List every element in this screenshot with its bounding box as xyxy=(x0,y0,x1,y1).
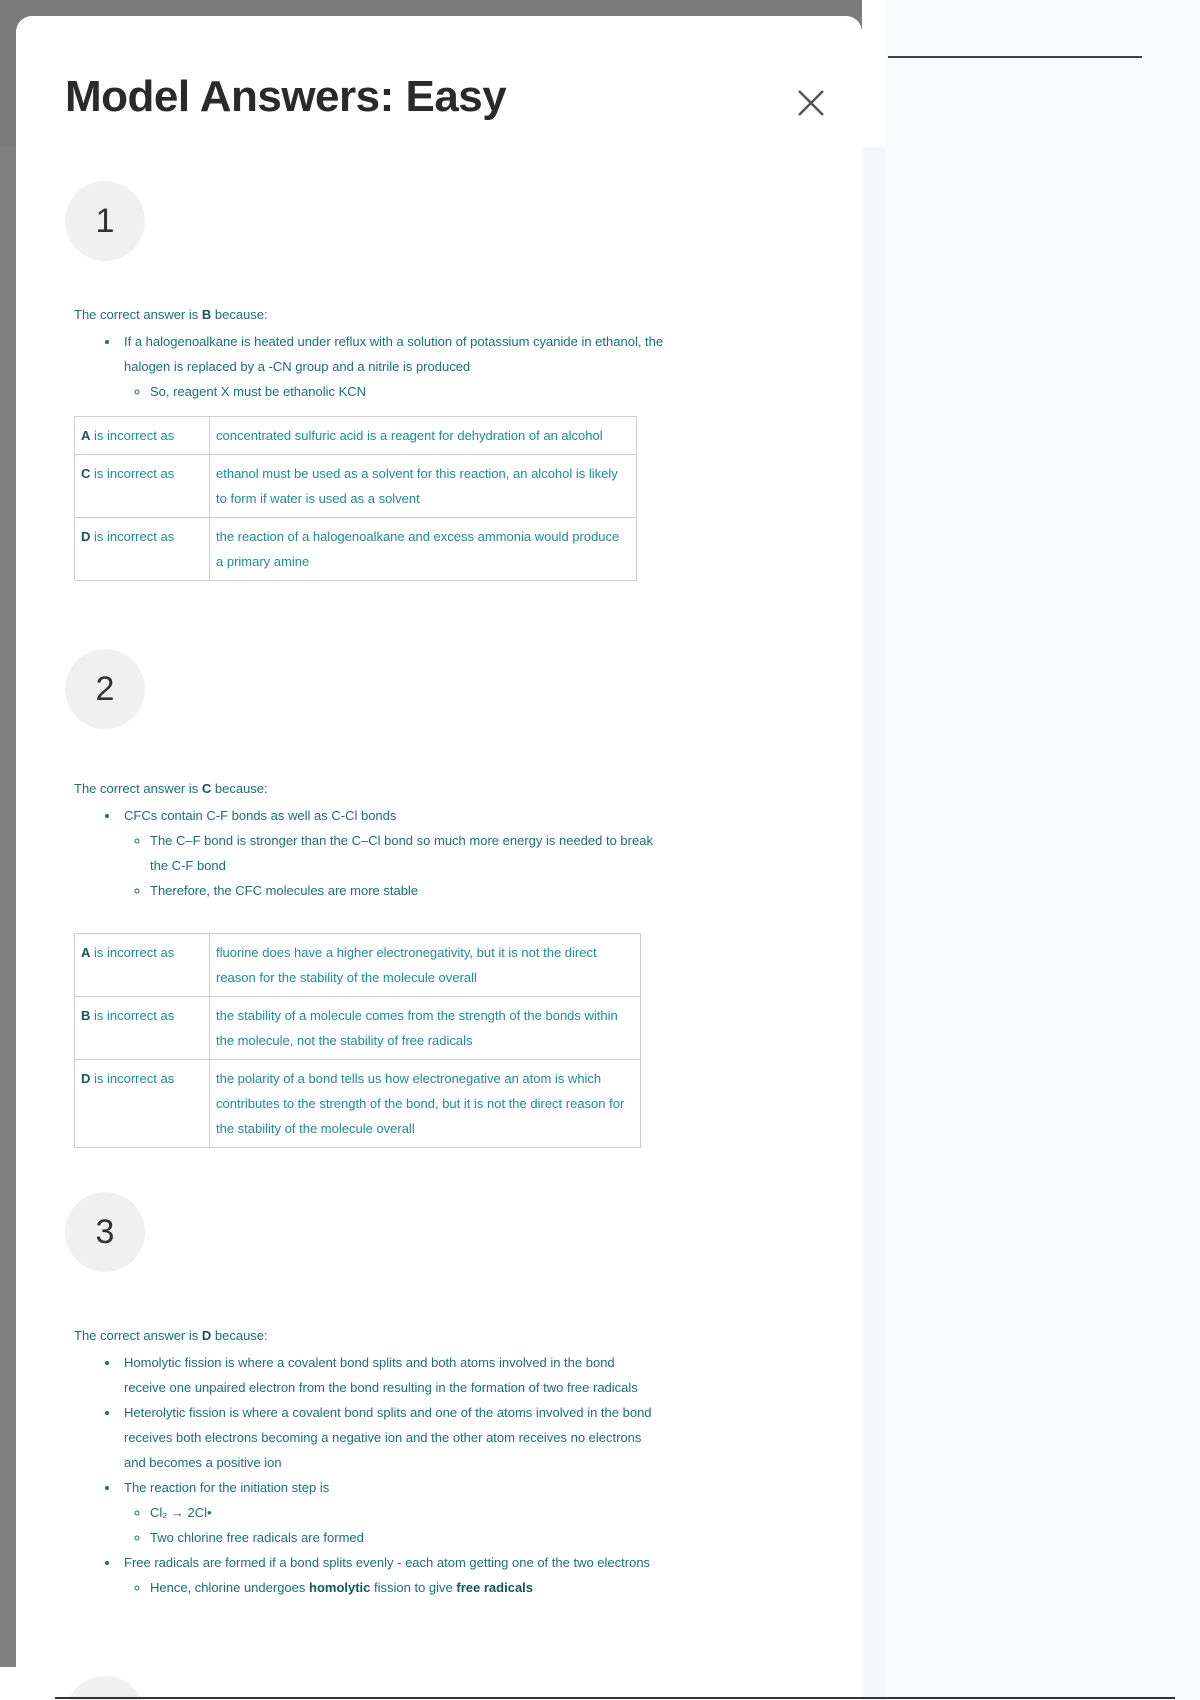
correct-answer-line: The correct answer is B because: xyxy=(74,307,268,322)
correct-letter: B xyxy=(201,307,212,322)
explanation-list xyxy=(74,329,664,404)
background-page xyxy=(886,0,1200,1700)
correct-answer-line: The correct answer is C because: xyxy=(74,781,268,796)
table-row: C is incorrect as ethanol must be used as a solvent for this reaction, an alcohol is likely to form if water is used as a solvent xyxy=(75,455,637,518)
question-number: 2 xyxy=(65,649,145,729)
table-row: A is incorrect as fluorine does have a higher electronegativity, but it is not the direct reason for the stability of the molecule overall xyxy=(75,934,641,997)
close-icon xyxy=(796,88,826,118)
correct-letter: D xyxy=(201,1328,212,1343)
list-item: ◦ Two chlorine free radicals are formed xyxy=(150,1525,654,1550)
list-item: • Heterolytic fission is where a covalent bond splits and one of the atoms involved in the bond receives both electrons becoming a negative ion and the other atom receives no electrons and becomes a positive ion xyxy=(120,1400,654,1475)
correct-letter: C xyxy=(201,781,212,796)
table-row: A is incorrect as concentrated sulfuric acid is a reagent for dehydration of an alcohol xyxy=(75,417,637,455)
background-divider xyxy=(888,56,1142,58)
table-row: D is incorrect as the reaction of a halogenoalkane and excess ammonia would produce a primary amine xyxy=(75,518,637,581)
table-row: B is incorrect as the stability of a molecule comes from the strength of the bonds within the molecule, not the stability of free radicals xyxy=(75,997,641,1060)
model-answers-modal xyxy=(16,16,862,1700)
list-item: • CFCs contain C-F bonds as well as C-Cl bonds ◦ The C–F bond is stronger than the C–Cl bond so much more energy is needed to break the C-F bond ◦ Therefore, the CFC molecules are more stable xyxy=(120,803,664,903)
viewport-divider xyxy=(55,1697,1175,1699)
list-item: • The reaction for the initiation step is ◦ Cl₂ → 2Cl• ◦ Two chlorine free radicals are formed xyxy=(120,1475,654,1550)
explanation-list xyxy=(74,803,664,903)
scrollbar-track xyxy=(862,147,886,1700)
list-item: ◦ So, reagent X must be ethanolic KCN xyxy=(150,379,664,404)
explanation-list xyxy=(74,1350,654,1600)
list-item: • Free radicals are formed if a bond splits evenly - each atom getting one of the two electrons ◦ Hence, chlorine undergoes homolytic fission to give free radicals xyxy=(120,1550,654,1600)
list-item: ◦ The C–F bond is stronger than the C–Cl bond so much more energy is needed to break the C-F bond xyxy=(150,828,664,878)
list-item: ◦ Therefore, the CFC molecules are more stable xyxy=(150,878,664,903)
question-number: 3 xyxy=(65,1192,145,1272)
modal-title: Model Answers: Easy xyxy=(65,72,507,121)
list-item: • If a halogenoalkane is heated under reflux with a solution of potassium cyanide in ethanol, the halogen is replaced by a -CN group and a nitrile is produced ◦ So, reagent X must be ethanolic KCN xyxy=(120,329,664,404)
answer-explanation xyxy=(74,776,664,1148)
incorrect-options-table xyxy=(74,416,637,581)
answer-explanation xyxy=(74,302,664,581)
answer-explanation xyxy=(74,1323,654,1600)
correct-answer-line: The correct answer is D because: xyxy=(74,1328,268,1343)
list-item: ◦ Cl₂ → 2Cl• xyxy=(150,1500,654,1525)
table-row: D is incorrect as the polarity of a bond tells us how electronegative an atom is which contributes to the strength of the bond, but it is not the direct reason for the stability of the molecule overall xyxy=(75,1060,641,1148)
question-number: 1 xyxy=(65,181,145,261)
incorrect-options-table xyxy=(74,933,641,1148)
list-item: ◦ Hence, chlorine undergoes homolytic fission to give free radicals xyxy=(150,1575,654,1600)
close-button[interactable] xyxy=(786,78,836,128)
list-item: • Homolytic fission is where a covalent bond splits and both atoms involved in the bond receive one unpaired electron from the bond resulting in the formation of two free radicals xyxy=(120,1350,654,1400)
